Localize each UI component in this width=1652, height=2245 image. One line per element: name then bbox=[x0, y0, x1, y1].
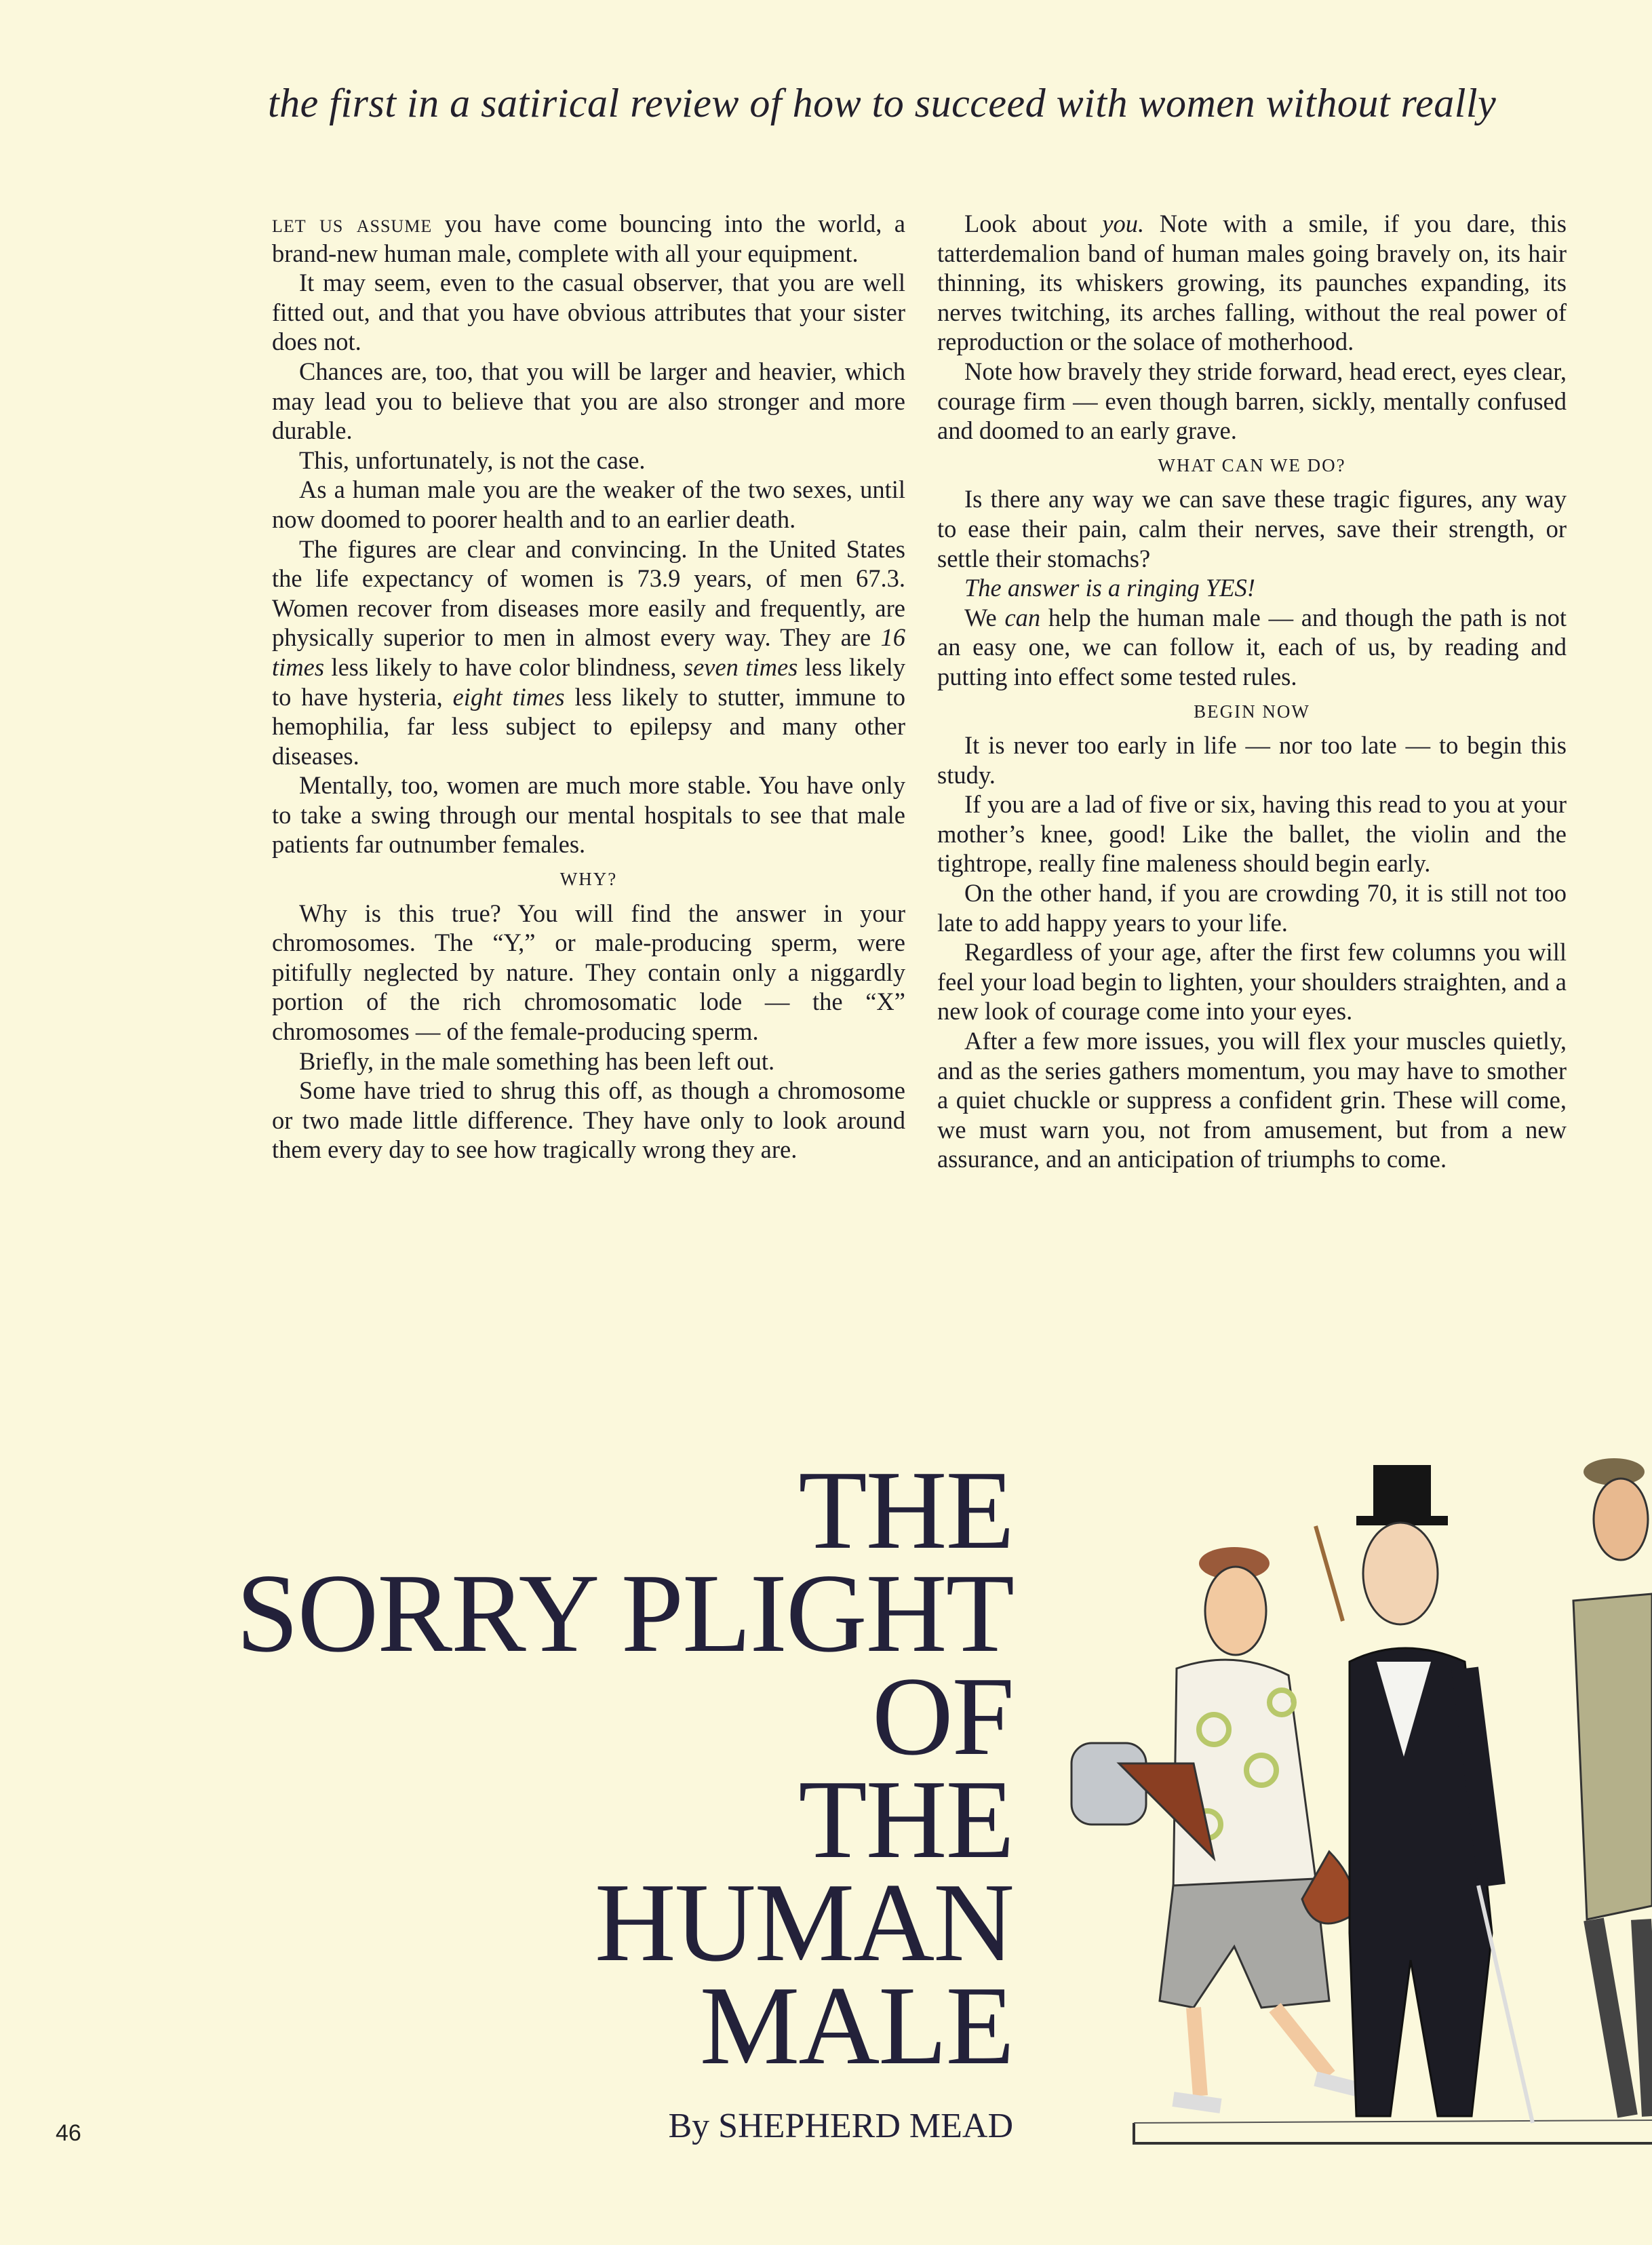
text: The figures are clear and convincing. In the United States the life expectancy of women is 73.9 years, of men 67.3. Women recover from diseases more easily and frequently, are physically superior to men in almost every way. They are bbox=[272, 534, 905, 652]
page-number: 46 bbox=[56, 2120, 81, 2146]
golfer-figure bbox=[1071, 1547, 1356, 2106]
text: Mentally, too, women are much more stable. You have only to take a swing through our mental hospitals to see that male patients far outnumber females. bbox=[272, 771, 905, 859]
text: Some have tried to shrug this off, as though a chromosome or two made little difference. They have only to look around them every day to see how tragically wrong they are. bbox=[272, 1076, 905, 1164]
text: Is there any way we can save these tragic figures, any way to ease their pain, calm their nerves, save their strength, or settle their stomachs? bbox=[937, 485, 1567, 572]
text: Look about bbox=[964, 210, 1103, 237]
paragraph bbox=[937, 730, 1567, 789]
paragraph bbox=[272, 209, 905, 268]
section-heading: WHAT CAN WE DO? bbox=[1158, 454, 1346, 475]
title-line: OF bbox=[871, 1654, 1013, 1778]
italic-text: can bbox=[1004, 603, 1041, 631]
cartoon-illustration bbox=[1058, 1445, 1652, 2157]
text: Regardless of your age, after the first few columns you will feel your load begin to lighten, your shoulders straighten, and a new look of courage come into your eyes. bbox=[937, 938, 1567, 1026]
paragraph bbox=[937, 878, 1567, 937]
paragraph bbox=[272, 534, 905, 771]
text: Briefly, in the male something has been left out. bbox=[299, 1047, 775, 1075]
paragraph bbox=[937, 603, 1567, 692]
text: It may seem, even to the casual observer, that you are well fitted out, and that you have obvious attributes that your sister does not. bbox=[272, 269, 905, 356]
section-heading: WHY? bbox=[559, 869, 618, 890]
paragraph bbox=[272, 446, 905, 475]
text: less likely to have color blindness, bbox=[324, 652, 684, 681]
section-heading: BEGIN NOW bbox=[1194, 701, 1310, 722]
paragraph bbox=[272, 1076, 905, 1165]
paragraph bbox=[272, 357, 905, 446]
ground-line bbox=[1134, 2123, 1652, 2143]
title-line: THE bbox=[798, 1757, 1013, 1881]
paragraph bbox=[937, 484, 1567, 573]
title-line: MALE bbox=[699, 1963, 1013, 2088]
paragraph bbox=[937, 209, 1567, 357]
byline: By SHEPHERD MEAD bbox=[668, 2107, 1013, 2145]
paragraph bbox=[272, 475, 905, 534]
text: After a few more issues, you will flex your muscles quietly, and as the series gathers momentum, you may have to smother a quiet chuckle or suppress a confident grin. These will come, we must warn you, not from amusement, but from a new assurance, and an anticipation of triumphs to come. bbox=[937, 1027, 1567, 1173]
paragraph bbox=[937, 573, 1567, 603]
text: less likely to stutter, immune to hemophilia, far less subject to epilepsy and many other diseases. bbox=[272, 682, 905, 770]
title-line: HUMAN bbox=[594, 1860, 1013, 1985]
text: As a human male you are the weaker of the two sexes, until now doomed to poorer health and to an earlier death. bbox=[272, 475, 905, 533]
italic-text: eight times bbox=[452, 682, 565, 711]
text: you have come bouncing into the world, a brand-new human male, complete with all your equipment. bbox=[272, 210, 906, 267]
italic-text: seven times bbox=[683, 652, 798, 681]
text: On the other hand, if you are crowding 70, it is still not too late to add happy years to your life. bbox=[937, 879, 1567, 937]
third-figure bbox=[1573, 1458, 1652, 2116]
kicker-headline: the first in a satirical review of how to succeed with women without really bbox=[268, 81, 1497, 125]
text: Chances are, too, that you will be larger and heavier, which may lead you to believe that you are also stronger and more durable. bbox=[272, 357, 905, 445]
paragraph bbox=[272, 899, 905, 1047]
italic-text: The answer is a ringing YES! bbox=[964, 574, 1255, 602]
article-column-right bbox=[937, 209, 1567, 1174]
text: It is never too early in life — nor too late — to begin this study. bbox=[937, 731, 1567, 789]
text: If you are a lad of five or six, having this read to you at your mother’s knee, good! Like the ballet, the violin and the tightrope, really fine maleness should begin early. bbox=[937, 790, 1567, 878]
title-line: SORRY PLIGHT bbox=[236, 1550, 1013, 1675]
italic-text: 16 times bbox=[272, 623, 905, 681]
text: Note how bravely they stride forward, head erect, eyes clear, courage firm — even though barren, sickly, mentally confused and doomed to an early grave. bbox=[937, 357, 1567, 445]
article-column-left bbox=[272, 209, 905, 1165]
italic-text: you. bbox=[1102, 210, 1145, 237]
paragraph bbox=[937, 357, 1567, 446]
text: less likely to have hysteria, bbox=[272, 652, 905, 711]
text: This, unfortunately, is not the case. bbox=[299, 446, 646, 474]
paragraph bbox=[937, 1026, 1567, 1174]
title-line: THE bbox=[798, 1447, 1013, 1572]
text: help the human male — and though the path is not an easy one, we can follow it, each of us, by reading and putting into effect some tested rules. bbox=[937, 603, 1567, 690]
article-title bbox=[136, 1447, 1013, 2088]
text: Note with a smile, if you dare, this tatterdemalion band of human males going bravely on, its hair thinning, its whiskers growing, its paunches expanding, its nerves twitching, its arches falling, without the real power of reproduction or the solace of motherhood. bbox=[937, 210, 1567, 356]
paragraph bbox=[272, 770, 905, 859]
paragraph bbox=[272, 268, 905, 357]
text: We bbox=[964, 603, 1005, 631]
text: Why is this true? You will find the answer in your chromosomes. The “Y,” or male-producing sperm, were pitifully neglected by nature. They contain only a niggardly portion of the rich chromosomatic lode — the “X” chromosomes — of the female-producing sperm. bbox=[272, 899, 905, 1046]
paragraph bbox=[937, 937, 1567, 1026]
paragraph bbox=[272, 1047, 905, 1076]
paragraph bbox=[937, 789, 1567, 878]
gentleman-figure bbox=[1316, 1465, 1533, 2123]
lead-in-text: let us assume bbox=[272, 210, 433, 237]
